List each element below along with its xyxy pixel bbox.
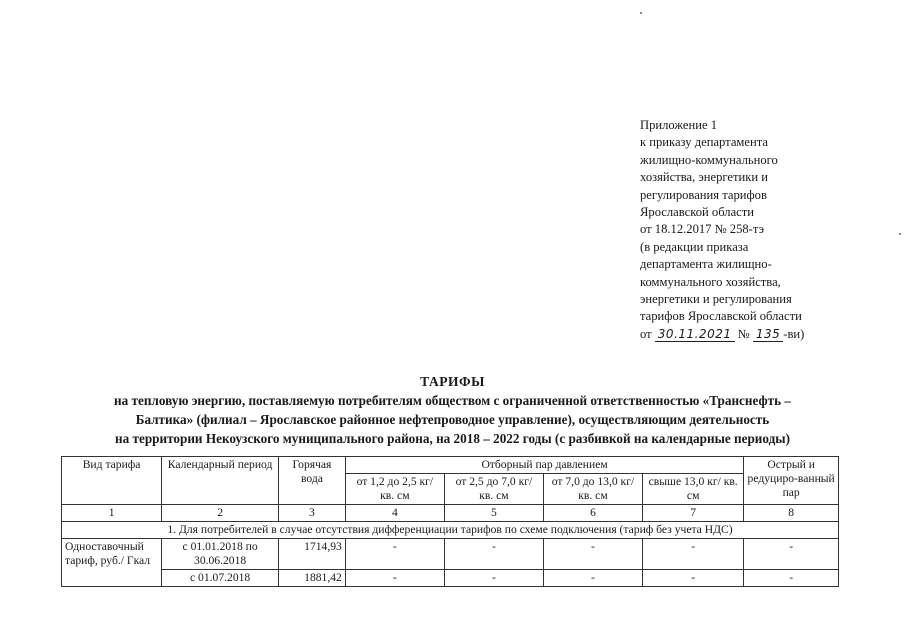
header-tariff-type: Вид тарифа bbox=[62, 457, 162, 505]
sharp-steam-cell: - bbox=[744, 539, 839, 570]
col-number: 3 bbox=[279, 505, 346, 522]
appendix-line: департамента жилищно- bbox=[640, 257, 772, 272]
section-title: 1. Для потребителей в случае отсутствия дифференциации тарифов по схеме подключения (тариф без учета НДС) bbox=[62, 522, 839, 539]
appendix-line: от 18.12.2017 № 258-тэ bbox=[640, 222, 765, 237]
steam-3-cell: - bbox=[543, 570, 642, 587]
steam-1-cell: - bbox=[345, 570, 444, 587]
header-hot-water: Горячая вода bbox=[279, 457, 346, 505]
period-cell: с 01.07.2018 bbox=[162, 570, 279, 587]
hot-water-cell: 1881,42 bbox=[279, 570, 346, 587]
appendix-block bbox=[640, 117, 900, 343]
scan-speck bbox=[640, 12, 642, 14]
col-number: 5 bbox=[444, 505, 543, 522]
steam-2-cell: - bbox=[444, 570, 543, 587]
title-line: на тепловую энергию, поставляемую потребителям обществом с ограниченной ответственностью «Транснефть – bbox=[114, 393, 791, 408]
appendix-line: тарифов Ярославской области bbox=[640, 309, 802, 324]
number-label: № bbox=[737, 326, 750, 341]
appendix-line: жилищно-коммунального bbox=[640, 152, 778, 167]
document-title bbox=[30, 372, 875, 448]
steam-2-cell: - bbox=[444, 539, 543, 570]
handwritten-date: 30.11.2021 bbox=[655, 327, 735, 342]
steam-4-cell: - bbox=[643, 570, 744, 587]
header-steam-2: от 2,5 до 7,0 кг/ кв. см bbox=[444, 474, 543, 505]
col-number: 6 bbox=[543, 505, 642, 522]
header-steam-group: Отборный пар давлением bbox=[345, 457, 744, 474]
sharp-steam-cell: - bbox=[744, 570, 839, 587]
appendix-line: энергетики и регулирования bbox=[640, 292, 792, 307]
title-heading: ТАРИФЫ bbox=[420, 374, 485, 389]
header-steam-4: свыше 13,0 кг/ кв. см bbox=[643, 474, 744, 505]
appendix-amendment-line bbox=[640, 326, 900, 343]
period-cell: с 01.01.2018 по 30.06.2018 bbox=[162, 539, 279, 570]
section-row bbox=[62, 522, 839, 539]
steam-1-cell: - bbox=[345, 539, 444, 570]
tariff-type-cell: Одноставочный тариф, руб./ Гкал bbox=[62, 539, 162, 587]
appendix-line: Ярославской области bbox=[640, 205, 754, 220]
appendix-line: к приказу департамента bbox=[640, 135, 768, 150]
col-number: 7 bbox=[643, 505, 744, 522]
header-steam-1: от 1,2 до 2,5 кг/ кв. см bbox=[345, 474, 444, 505]
appendix-line: коммунального хозяйства, bbox=[640, 274, 781, 289]
title-line: Балтика» (филиал – Ярославское районное нефтепроводное управление), осуществляющим деятельность bbox=[135, 412, 770, 427]
amendment-prefix: от bbox=[640, 326, 652, 341]
hot-water-cell: 1714,93 bbox=[279, 539, 346, 570]
steam-4-cell: - bbox=[643, 539, 744, 570]
appendix-line: регулирования тарифов bbox=[640, 187, 767, 202]
table-row bbox=[62, 570, 839, 587]
tariff-table bbox=[61, 456, 839, 587]
title-line: на территории Некоузского муниципального района, на 2018 – 2022 годы (с разбивкой на календарные периоды) bbox=[115, 431, 790, 446]
col-number: 2 bbox=[162, 505, 279, 522]
handwritten-number: 135 bbox=[753, 327, 783, 342]
header-steam-3: от 7,0 до 13,0 кг/ кв. см bbox=[543, 474, 642, 505]
header-sharp-steam: Острый и редуциро-ванный пар bbox=[744, 457, 839, 505]
appendix-line: Приложение 1 bbox=[640, 118, 718, 132]
appendix-line: (в редакции приказа bbox=[640, 239, 749, 254]
appendix-line: хозяйства, энергетики и bbox=[640, 170, 768, 185]
col-number: 4 bbox=[345, 505, 444, 522]
col-number: 8 bbox=[744, 505, 839, 522]
amendment-suffix: -ви) bbox=[783, 326, 805, 341]
column-number-row bbox=[62, 505, 839, 522]
header-period: Календарный период bbox=[162, 457, 279, 505]
steam-3-cell: - bbox=[543, 539, 642, 570]
col-number: 1 bbox=[62, 505, 162, 522]
table-row bbox=[62, 539, 839, 570]
